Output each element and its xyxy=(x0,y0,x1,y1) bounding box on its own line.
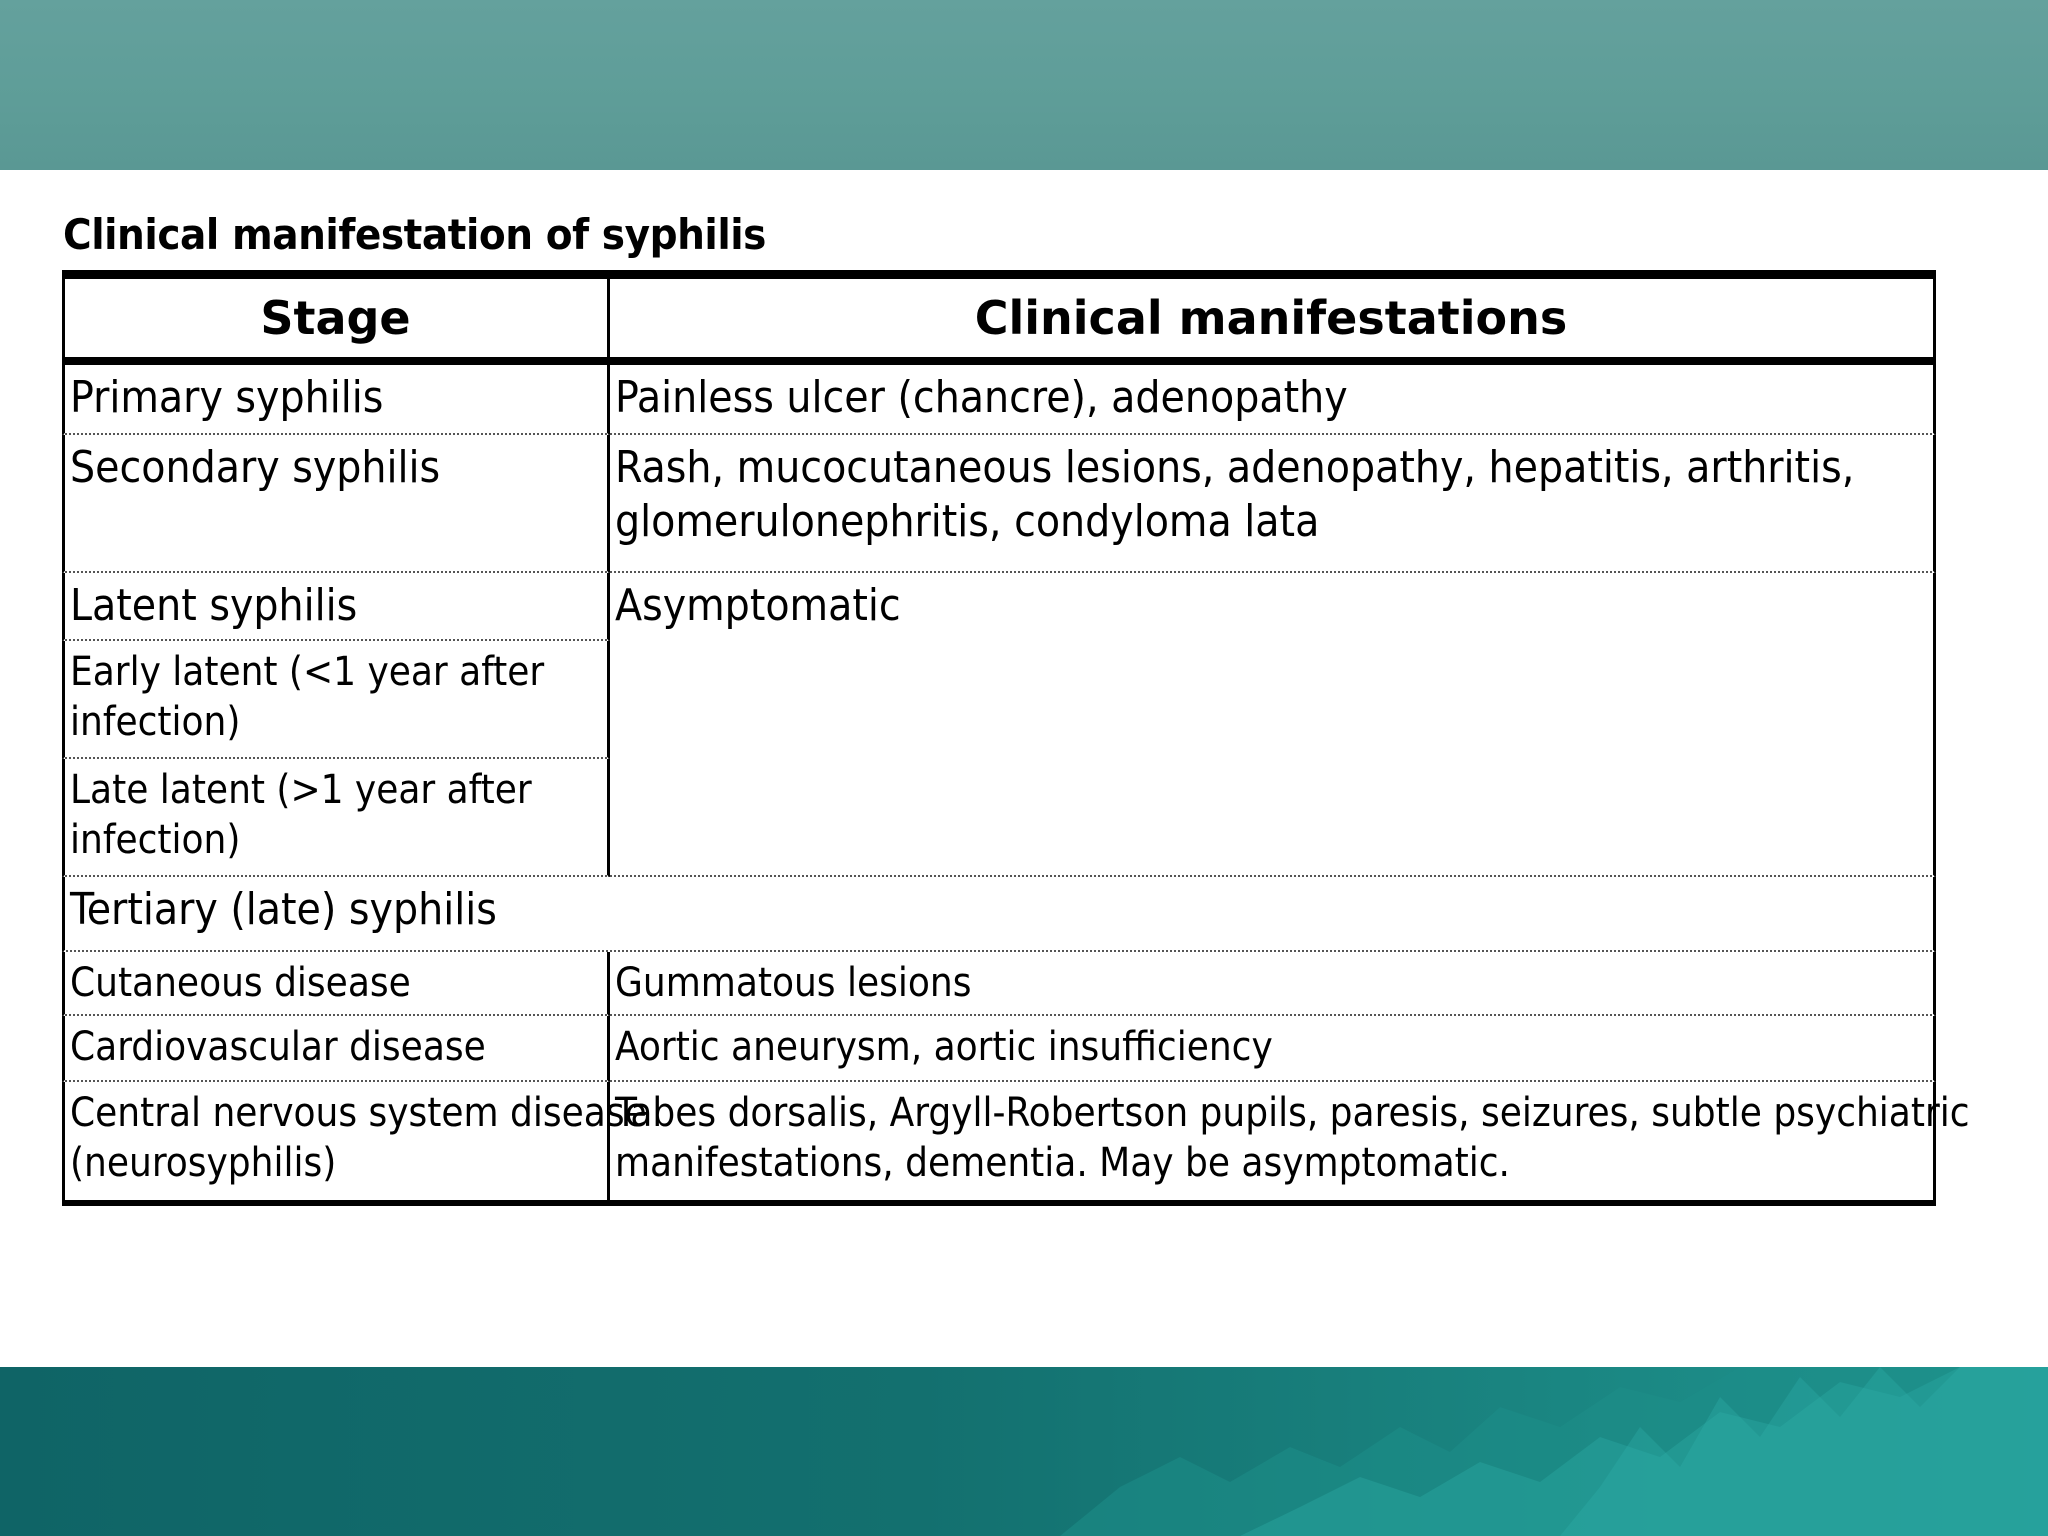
header-stage: Stage xyxy=(62,279,610,357)
stage-line: Early latent (<1 year after xyxy=(70,649,545,695)
stage-cell: Tertiary (late) syphilis xyxy=(62,877,1936,952)
stage-line: infection) xyxy=(70,817,241,863)
header-rule xyxy=(62,357,1936,365)
stage-cell-late-latent xyxy=(62,759,610,877)
bottom-banner xyxy=(0,1367,2048,1536)
manifestation-cell: Gummatous lesions xyxy=(610,952,1936,1016)
stage-cell: Primary syphilis xyxy=(62,365,610,435)
manifestation-line: manifestations, dementia. May be asymptomatic. xyxy=(615,1140,1510,1186)
stage-cell: Cutaneous disease xyxy=(62,952,610,1016)
header-manifestations: Clinical manifestations xyxy=(610,279,1936,357)
table-row xyxy=(62,365,1936,435)
table-row-latent xyxy=(62,573,1936,877)
manifestation-cell: Aortic aneurysm, aortic insufficiency xyxy=(610,1016,1936,1082)
table-row xyxy=(62,1082,1970,1200)
table-row xyxy=(62,1016,1936,1082)
stage-line: infection) xyxy=(70,699,241,745)
manifestation-line: Tabes dorsalis, Argyll-Robertson pupils, paresis, seizures, subtle psychiatric xyxy=(615,1090,1970,1136)
manifestation-line: Rash, mucocutaneous lesions, adenopathy, hepatitis, arthritis, xyxy=(615,442,1855,493)
table-row xyxy=(62,435,1936,573)
stage-cell: Cardiovascular disease xyxy=(62,1016,610,1082)
manifestation-cell: Painless ulcer (chancre), adenopathy xyxy=(610,365,1936,435)
manifestation-line: glomerulonephritis, condyloma lata xyxy=(615,496,1320,547)
table-row xyxy=(62,952,1936,1016)
latent-stage-column xyxy=(62,573,610,877)
table-header-row xyxy=(62,279,1936,357)
stage-cell: Secondary syphilis xyxy=(62,435,610,573)
syphilis-table xyxy=(62,270,1970,1206)
stage-line: Central nervous system disease xyxy=(70,1090,647,1136)
stage-line: (neurosyphilis) xyxy=(70,1140,337,1186)
table-bottom-rule xyxy=(62,1200,1936,1206)
table-row xyxy=(62,877,1936,952)
stage-cell: Latent syphilis xyxy=(62,573,610,641)
stage-line: Late latent (>1 year after xyxy=(70,767,532,813)
manifestation-cell: Asymptomatic xyxy=(610,573,1936,877)
manifestation-cell xyxy=(610,1082,1970,1200)
stage-cell xyxy=(62,1082,647,1200)
manifestation-cell xyxy=(610,435,1936,573)
top-banner xyxy=(0,0,2048,170)
table-top-rule xyxy=(62,270,1936,279)
stage-cell-early-latent xyxy=(62,641,610,759)
decorative-wave-graphic xyxy=(0,1367,2048,1536)
table-title: Clinical manifestation of syphilis xyxy=(63,210,766,259)
